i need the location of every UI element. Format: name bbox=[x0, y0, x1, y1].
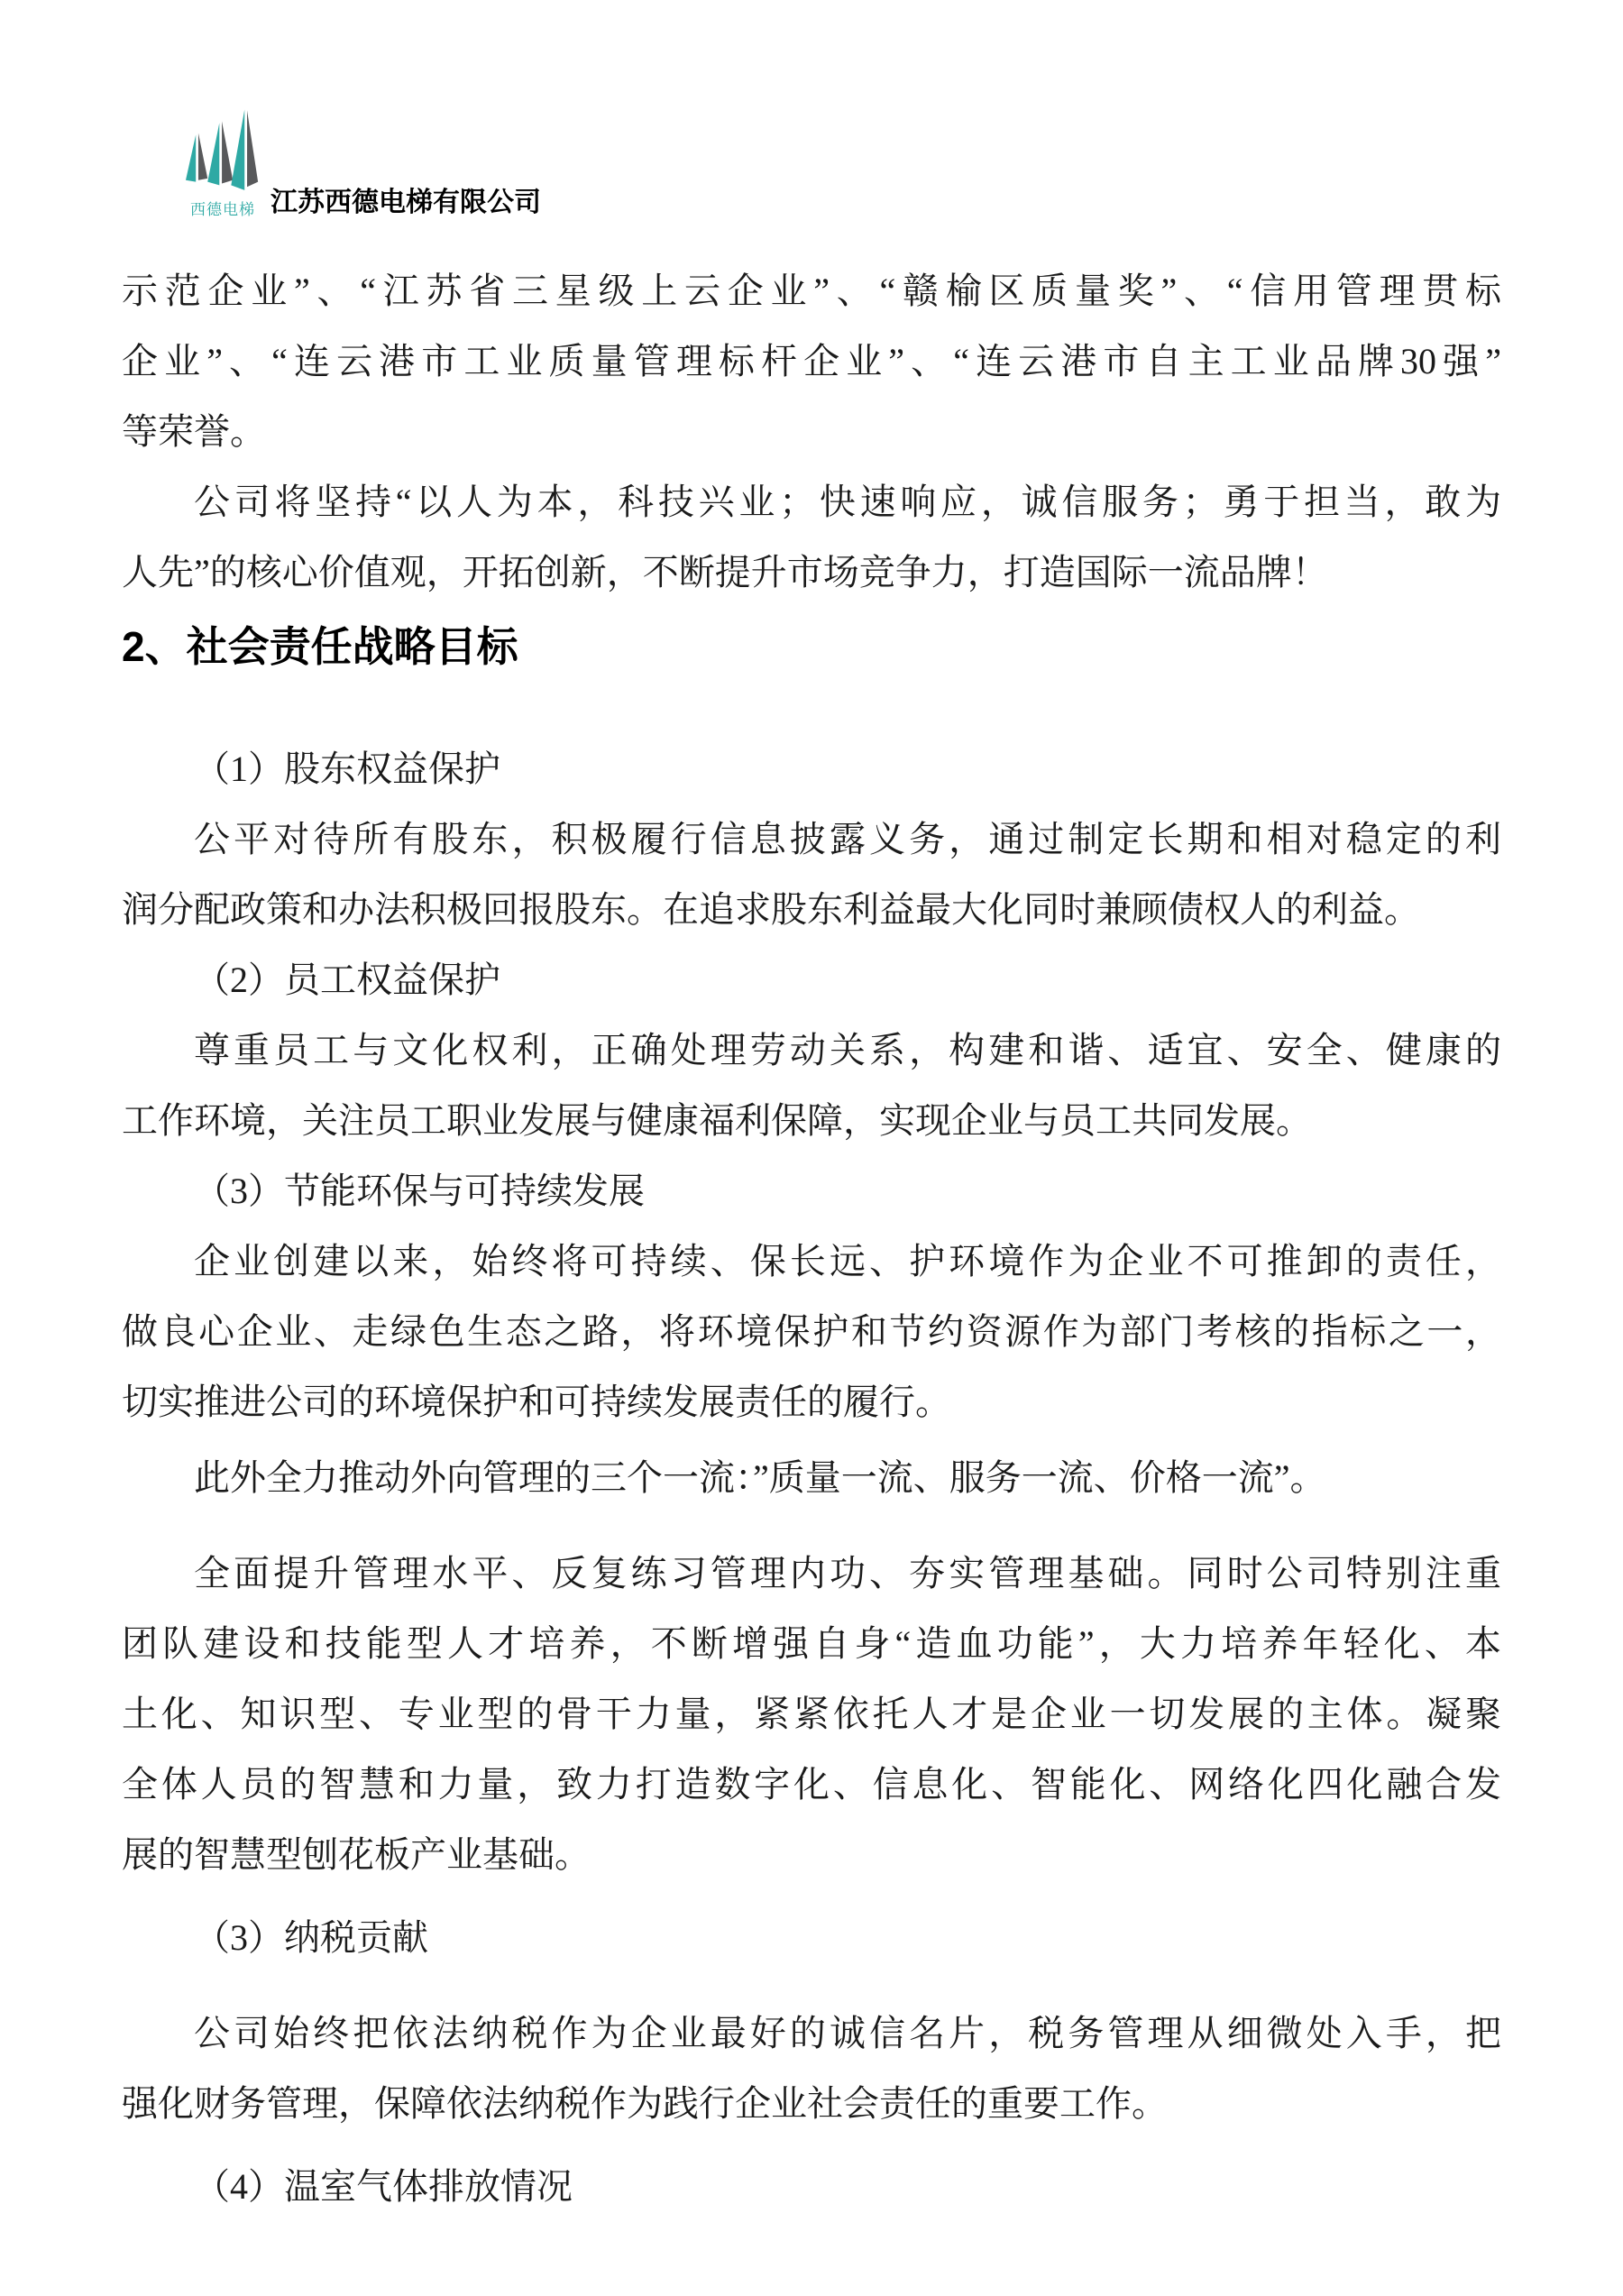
paragraph bbox=[122, 1998, 1501, 2139]
text-line: 土化、知识型、专业型的骨干力量，紧紧依托人才是企业一切发展的主体。凝聚 bbox=[122, 1694, 1501, 1735]
text-line: 全体人员的智慧和力量，致力打造数字化、信息化、智能化、网络化四化融合发 bbox=[122, 1764, 1501, 1805]
company-name: 江苏西德电梯有限公司 bbox=[270, 188, 541, 218]
text-line: 强化财务管理，保障依法纳税作为践行企业社会责任的重要工作。 bbox=[122, 2083, 1168, 2125]
paragraph bbox=[122, 1903, 1501, 1973]
paragraph bbox=[122, 467, 1501, 608]
text-line: 尊重员工与文化权利，正确处理劳动关系，构建和谐、适宜、安全、健康的 bbox=[194, 1030, 1501, 1071]
paragraph bbox=[122, 1226, 1501, 1437]
paragraph bbox=[122, 945, 1501, 1015]
text-line: 企业创建以来，始终将可持续、保长远、护环境作为企业不可推卸的责任， bbox=[194, 1241, 1501, 1282]
paragraph bbox=[122, 2152, 1501, 2222]
paragraph bbox=[122, 256, 1501, 467]
document-body bbox=[0, 256, 1623, 2222]
paragraph bbox=[122, 1538, 1501, 1890]
text-line: 此外全力推动外向管理的三个一流：”质量一流、服务一流、价格一流”。 bbox=[194, 1457, 1326, 1499]
text-line: 公司始终把依法纳税作为企业最好的诚信名片，税务管理从细微处入手，把 bbox=[194, 2013, 1501, 2054]
text-line: 润分配政策和办法积极回报股东。在追求股东利益最大化同时兼顾债权人的利益。 bbox=[122, 889, 1420, 931]
text-line: 公平对待所有股东，积极履行信息披露义务，通过制定长期和相对稳定的利 bbox=[194, 819, 1501, 860]
paragraph bbox=[122, 804, 1501, 945]
paragraph bbox=[122, 734, 1501, 804]
text-line: 工作环境，关注员工职业发展与健康福利保障，实现企业与员工共同发展。 bbox=[122, 1100, 1312, 1142]
text-line: 等荣誉。 bbox=[122, 411, 266, 453]
text-line: 企业”、“连云港市工业质量管理标杆企业”、“连云港市自主工业品牌30强” bbox=[122, 341, 1501, 382]
paragraph bbox=[122, 1156, 1501, 1226]
text-line: （4）温室气体排放情况 bbox=[194, 2166, 573, 2208]
text-line: 切实推进公司的环境保护和可持续发展责任的履行。 bbox=[122, 1382, 951, 1423]
company-logo-icon bbox=[186, 106, 260, 198]
paragraph bbox=[122, 1015, 1501, 1156]
text-line: （3）纳税贡献 bbox=[194, 1917, 428, 1959]
logo-brand-text: 西德电梯 bbox=[190, 201, 255, 218]
text-line: 展的智慧型刨花板产业基础。 bbox=[122, 1834, 591, 1876]
text-line: 公司将坚持“以人为本，科技兴业；快速响应，诚信服务；勇于担当，敢为 bbox=[194, 482, 1501, 523]
text-line: （3）节能环保与可持续发展 bbox=[194, 1171, 645, 1212]
paragraph bbox=[122, 1443, 1501, 1513]
text-line: 全面提升管理水平、反复练习管理内功、夯实管理基础。同时公司特别注重 bbox=[194, 1553, 1501, 1594]
company-logo bbox=[182, 106, 263, 219]
text-line: 团队建设和技能型人才培养，不断增强自身“造血功能”，大力培养年轻化、本 bbox=[122, 1623, 1501, 1665]
text-line: 示范企业”、“江苏省三星级上云企业”、“赣榆区质量奖”、“信用管理贯标 bbox=[122, 271, 1501, 312]
text-line: 做良心企业、走绿色生态之路，将环境保护和节约资源作为部门考核的指标之一， bbox=[122, 1311, 1501, 1353]
text-line: （1）股东权益保护 bbox=[194, 748, 500, 790]
company-header bbox=[0, 0, 1623, 219]
text-line: （2）员工权益保护 bbox=[194, 960, 500, 1001]
section-heading: 2、社会责任战略目标 bbox=[122, 623, 518, 671]
text-line: 人先”的核心价值观，开拓创新，不断提升市场竞争力，打造国际一流品牌！ bbox=[122, 552, 1328, 593]
